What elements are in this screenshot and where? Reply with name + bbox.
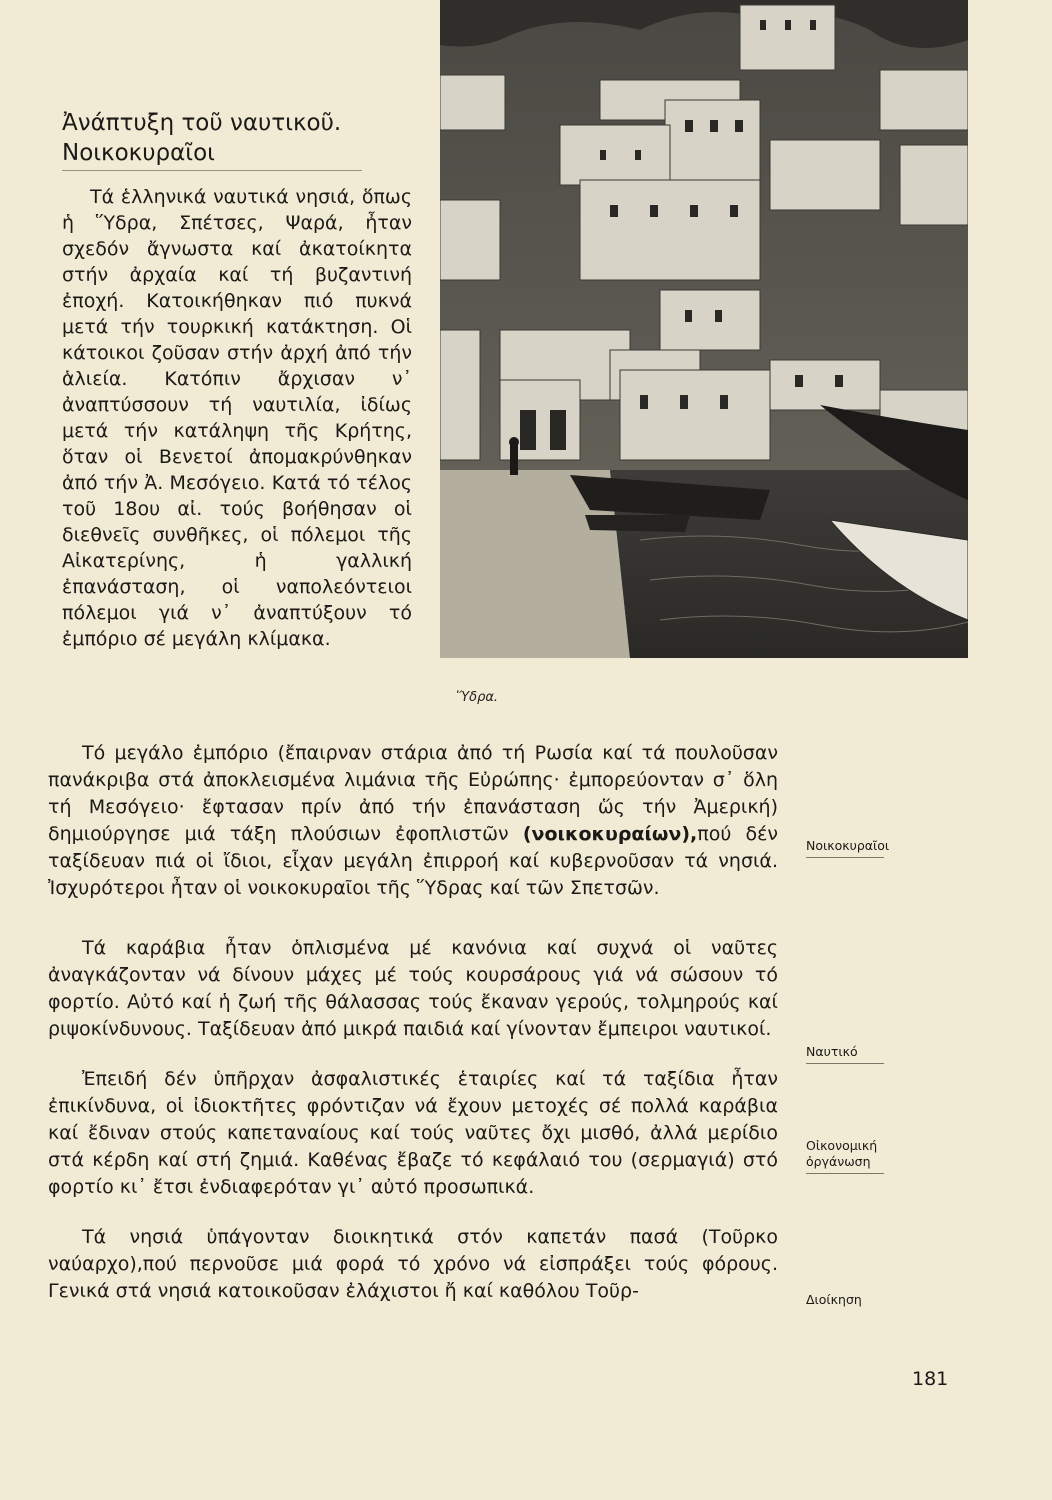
margin-note-1-rule [806,857,884,858]
margin-note-3-line-1: Οἰκονομική [806,1138,878,1153]
heading-line-1: Ἀνάπτυξη τοῦ ναυτικοῦ. [62,110,342,136]
hydra-harbour-photo [440,0,968,658]
main-text-column [48,740,778,1328]
paragraph-2-text-end: πού δέν ταξίδευαν πιά οἱ ἴδιοι, εἶχαν μεγάλη ἐπιρροή καί κυβερνοῦσαν τά νησιά. Ἰσχυρότεροι ἦταν οἱ νοικοκυραῖοι τῆς Ὕδρας καί τῶν Σπετσῶν. [48,823,778,899]
photo-caption: Ὕδρα. [456,690,499,705]
paragraph-3: Τά καράβια ἦταν ὁπλισμένα μέ κανόνια καί συχνά οἱ ναῦτες ἀναγκάζονταν νά δίνουν μάχες μέ τούς κουρσάρους γιά νά σώσουν τό φορτίο. Αὐτό καί ἡ ζωή τῆς θάλασσας τούς ἔκαναν γερούς, τολμηρούς καί ριψοκίνδυνους. Ταξίδευαν ἀπό μικρά παιδιά καί γίνονταν ἔμπειροι ναυτικοί. [48,937,778,1040]
heading-underline [62,170,362,171]
margin-note-3-rule [806,1173,884,1174]
paragraph-1: Τά ἑλληνικά ναυτικά νησιά, ὅπως ἡ Ὕδρα, Σπέτσες, Ψαρά, ἦταν σχεδόν ἄγνωστα καί ἀκατοίκητα στήν ἀρχαία καί τή βυζαντινή ἐποχή. Κατοικήθηκαν πιό πυκνά μετά τήν τουρκική κατάκτηση. Οἱ κάτοικοι ζοῦσαν στήν ἀρχή ἀπό τήν ἁλιεία. Κατόπιν ἄρχισαν ν᾽ ἀναπτύσσουν τή ναυτιλία, ἰδίως μετά τήν κατάληψη τῆς Κρήτης, ὅταν οἱ Βενετοί ἀπομακρύνθηκαν ἀπό τήν Ἀ. Μεσόγειο. Κατά τό τέλος τοῦ 18ου αἰ. τούς βοήθησαν οἱ διεθνεῖς συνθῆκες, οἱ πόλεμοι τῆς Αἰκατερίνης, ἡ γαλλική ἐπανάσταση, οἱ ναπολεόντειοι πόλεμοι γιά ν᾽ ἀναπτύξουν τό ἐμπόριο σέ μεγάλη κλίμακα. [62,186,412,650]
page-number: 181 [912,1368,949,1390]
section-heading [62,108,422,168]
margin-note-dioikisi [806,1292,926,1308]
paragraph-2-term-bold: (νοικοκυραίων), [522,823,698,845]
paragraph-2-text-start: Τό μεγάλο ἐμπόριο (ἔπαιρναν στάρια ἀπό τή Ρωσία καί τά πουλοῦσαν πανάκριβα στά ἀποκλεισμένα λιμάνια τῆς Εὐρώπης· ἐμπορεύονταν σ᾽ ὅλη τή Μεσόγειο· ἔφτασαν πρίν ἀπό τήν ἐπανάσταση ὥς τήν Ἀμερική) δημιούργησε μιά τάξη πλούσιων ἐφοπλιστῶν [48,742,778,845]
paragraph-5: Τά νησιά ὑπάγονταν διοικητικά στόν καπετάν πασά (Τοῦρκο ναύαρχο),πού περνοῦσε μιά φορά τό χρόνο νά εἰσπράξει τούς φόρους. Γενικά στά νησιά κατοικοῦσαν ἐλάχιστοι ἤ καί καθόλου Τοῦρ- [48,1226,778,1302]
margin-note-2-text: Ναυτικό [806,1044,858,1059]
margin-note-2-rule [806,1063,884,1064]
paragraph-2 [48,740,778,902]
margin-note-1-text: Νοικοκυραῖοι [806,838,890,853]
margin-note-4-text: Διοίκηση [806,1292,862,1307]
margin-note-3-line-2: ὀργάνωση [806,1154,871,1169]
margin-note-noikokyraioi [806,838,926,858]
margin-note-oikonomiki-organosi [806,1138,926,1174]
margin-note-nautiko [806,1044,926,1064]
paragraph-4: Ἐπειδή δέν ὑπῆρχαν ἀσφαλιστικές ἑταιρίες καί τά ταξίδια ἦταν ἐπικίνδυνα, οἱ ἰδιοκτῆτες φρόντιζαν νά ἔχουν μετοχές σέ πολλά καράβια καί ἔδιναν στούς καπεταναίους καί τούς ναῦτες ὄχι μισθό, ἀλλά μερίδιο στά κέρδη καί στή ζημιά. Καθένας ἔβαζε τό κεφάλαιό του (σερμαγιά) στό φορτίο κι᾽ ἔτσι ἐνδιαφερόταν γι᾽ αὐτό προσωπικά. [48,1068,778,1198]
photo-illustration [440,0,968,658]
heading-line-2: Νοικοκυραῖοι [62,140,215,166]
